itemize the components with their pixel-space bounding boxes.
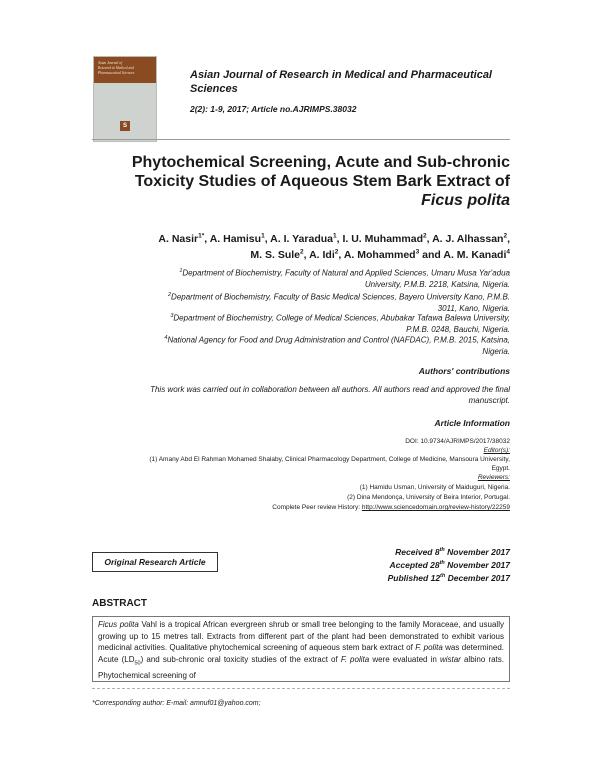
review-history-link[interactable]: http://www.sciencedomain.org/review-history/22259 xyxy=(361,504,510,511)
cover-line: Pharmaceutical Sciences xyxy=(98,71,135,75)
article-citation: 2(2): 1-9, 2017; Article no.AJRIMPS.38032 xyxy=(190,104,357,114)
author: A. Nasir$^{1*}$, xyxy=(158,232,210,245)
journal-cover-image xyxy=(93,56,157,142)
title-line: Phytochemical Screening, Acute and Sub-chronic xyxy=(131,154,510,171)
author: A. J. Alhassan$^2$, xyxy=(432,232,510,245)
doi: DOI: 10.9734/AJRIMPS/2017/38032 xyxy=(405,438,510,445)
author: A. M. Kanadi$^4$ xyxy=(443,248,510,261)
contributions-heading: Authors' contributions xyxy=(418,366,510,376)
affiliation: $^2$Department of Biochemistry, Faculty of Basic Medical Sciences, Bayero University Kano, P.M.B. 3011, Kano, Nigeria. xyxy=(167,292,510,313)
author: A. Mohammed$^3$ and xyxy=(343,248,444,261)
author: M. S. Sule$^2$, xyxy=(250,248,310,261)
author: A. Hamisu$^1$, xyxy=(209,232,271,245)
reviewer-entry: (1) Hamidu Usman, University of Maiduguri, Nigeria. xyxy=(359,484,510,491)
abstract-body: Ficus polita Vahl is a tropical African evergreen shrub or small tree belonging to the family Moraceae, and usually growing up to 15 metres tall. Extracts from different part of the plant had been demonstrated to exhibit various medicinal activities. Qualitative phytochemical screening of aqueous stem bark extract of F. polita was determined. Acute $(LD_{50})$ and sub-chronic oral toxicity studies of the extract of F. polita were evaluated in wistar albino rats. Phytochemical screening of xyxy=(92,616,510,682)
affiliation: $^3$Department of Biochemistry, College of Medical Sciences, Abubakar Tafawa Balewa University, P.M.B. 0248, Bauchi, Nigeria. xyxy=(170,313,510,334)
author: I. U. Muhammad$^2$, xyxy=(342,232,433,245)
received-date: Received 8th November 2017 xyxy=(395,546,510,557)
article-info-heading: Article Information xyxy=(434,418,510,428)
accepted-date: Accepted 28th November 2017 xyxy=(389,559,510,570)
affiliation: $^4$National Agency for Food and Drug Administration and Control (NAFDAC), P.M.B. 2015, Katsina, Nigeria. xyxy=(164,335,510,356)
reviewers-label: Reviewers: xyxy=(477,474,510,481)
editors-label: Editor(s): xyxy=(483,447,510,454)
footnote-divider xyxy=(92,688,510,689)
header-divider xyxy=(92,139,510,140)
review-history: Complete Peer review History: http://www.sciencedomain.org/review-history/22259 xyxy=(272,504,510,511)
article-type-box: Original Research Article xyxy=(92,552,218,572)
editor-entry-cont: Egypt. xyxy=(491,465,510,472)
author: A. Idi$^2$, xyxy=(309,248,344,261)
cover-banner xyxy=(94,57,156,83)
publisher-logo: S xyxy=(120,121,130,131)
published-date: Published 12th December 2017 xyxy=(387,572,510,583)
cover-line: Research in Medical and xyxy=(98,66,134,70)
author: A. I. Yaradua$^1$, xyxy=(270,232,343,245)
paper-title xyxy=(92,153,510,210)
journal-name: Asian Journal of Research in Medical and Pharmaceutical Sciences xyxy=(190,69,492,95)
abstract-heading: ABSTRACT xyxy=(92,598,147,609)
author-list xyxy=(92,229,510,262)
cover-line: Asian Journal of xyxy=(98,61,122,65)
corresponding-author-footnote: *Corresponding author: E-mail: amnuf01@yahoo.com; xyxy=(92,700,261,707)
contributions-text: This work was carried out in collaboration between all authors. All authors read and approved the final manuscript. xyxy=(150,385,510,405)
publication-dates xyxy=(388,545,510,583)
editor-entry: (1) Amany Abd El Rahman Mohamed Shalaby, Clinical Pharmacology Department, College of Medicine, Mansoura University, xyxy=(149,456,510,463)
affiliation: $^1$Department of Biochemistry, Faculty of Natural and Applied Sciences, Umaru Musa Yar'adua University, P.M.B. 2218, Katsina, Nigeria. xyxy=(179,268,510,289)
title-line: Toxicity Studies of Aqueous Stem Bark Extract of xyxy=(134,173,510,190)
reviewer-entry: (2) Dina Mendonça, University of Beira Interior, Portugal. xyxy=(347,494,510,501)
title-line: Ficus polita xyxy=(421,192,510,209)
